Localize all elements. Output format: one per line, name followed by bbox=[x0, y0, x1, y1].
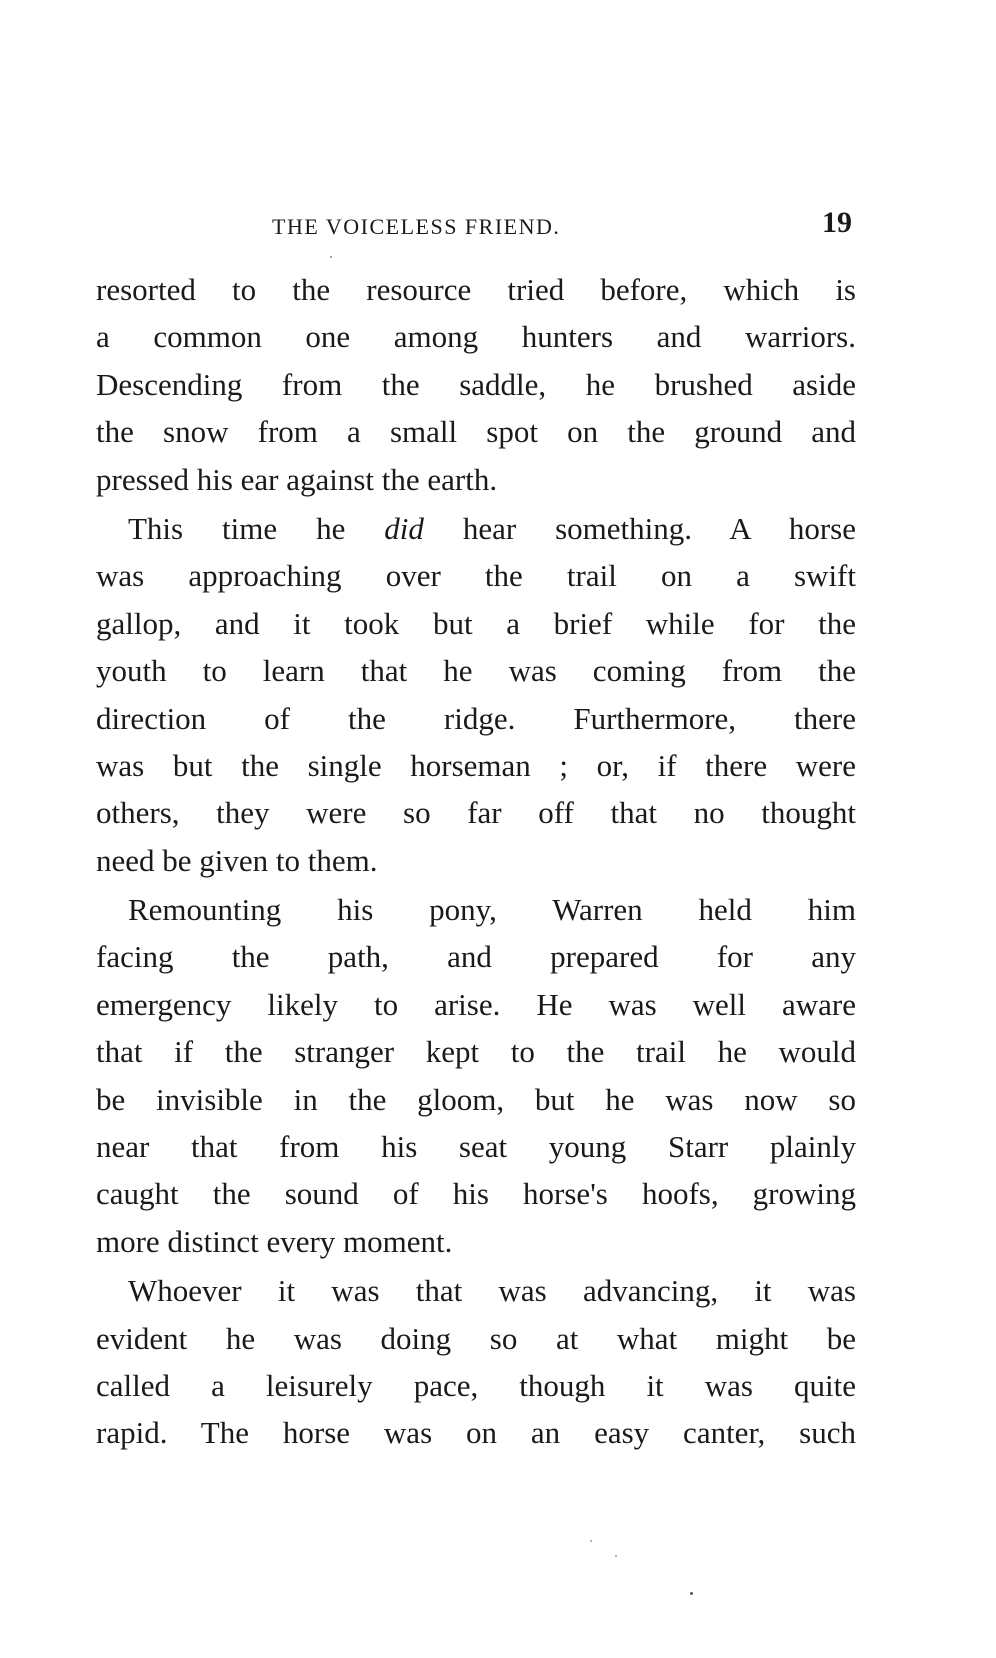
paragraph-3 bbox=[96, 886, 856, 1265]
emphasized-word: did bbox=[384, 510, 424, 546]
text-line: resorted to the resource tried before, which is bbox=[96, 272, 856, 307]
text-line: rapid. The horse was on an easy canter, such bbox=[96, 1415, 856, 1451]
body-text bbox=[96, 266, 856, 1457]
text-line: Remounting his pony, Warren held him bbox=[128, 892, 856, 928]
text-line: direction of the ridge. Furthermore, there bbox=[96, 700, 856, 736]
paper-speck bbox=[615, 1555, 617, 1557]
page-header bbox=[96, 206, 856, 250]
page-number: 19 bbox=[822, 206, 852, 239]
paragraph-2 bbox=[96, 505, 856, 884]
paper-speck bbox=[690, 1592, 693, 1595]
text-line: that if the stranger kept to the trail he would bbox=[96, 1034, 856, 1070]
running-head: THE VOICELESS FRIEND. bbox=[272, 214, 561, 239]
text-line: evident he was doing so at what might be bbox=[96, 1320, 856, 1356]
text-line: caught the sound of his horse's hoofs, growing bbox=[96, 1176, 856, 1212]
text-line: was but the single horseman ; or, if there were bbox=[96, 747, 856, 783]
text-line: facing the path, and prepared for any bbox=[96, 939, 856, 975]
text-line: This time he did hear something. A horse bbox=[128, 510, 856, 546]
text-line: Whoever it was that was advancing, it was bbox=[128, 1273, 856, 1309]
paragraph-1 bbox=[96, 266, 856, 503]
text-line: Descending from the saddle, he brushed aside bbox=[96, 366, 856, 402]
text-line: youth to learn that he was coming from the bbox=[96, 653, 856, 689]
text-line: a common one among hunters and warriors. bbox=[96, 319, 856, 355]
text-line: the snow from a small spot on the ground and bbox=[96, 414, 856, 450]
text-line: pressed his ear against the earth. bbox=[96, 461, 498, 497]
text-line: gallop, and it took but a brief while for the bbox=[96, 605, 856, 641]
text-line: near that from his seat young Starr plainly bbox=[96, 1129, 856, 1165]
text-line: more distinct every moment. bbox=[96, 1223, 453, 1259]
text-line: called a leisurely pace, though it was quite bbox=[96, 1367, 856, 1403]
paper-speck bbox=[330, 256, 332, 258]
text-line: was approaching over the trail on a swift bbox=[96, 558, 856, 594]
text-line: emergency likely to arise. He was well aware bbox=[96, 986, 856, 1022]
text-line: others, they were so far off that no thought bbox=[96, 795, 856, 831]
paper-speck bbox=[590, 1540, 592, 1542]
paragraph-4 bbox=[96, 1267, 856, 1457]
text-line: be invisible in the gloom, but he was now so bbox=[96, 1081, 856, 1117]
text-line: need be given to them. bbox=[96, 842, 378, 878]
